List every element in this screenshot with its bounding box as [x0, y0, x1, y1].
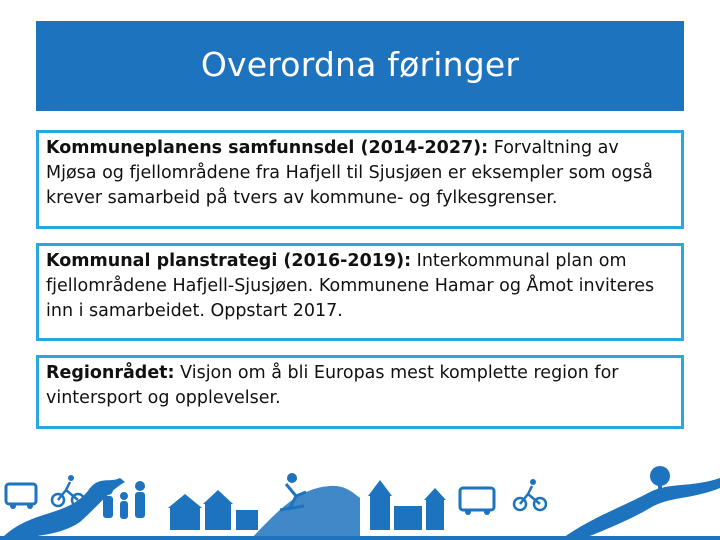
people-group-icon: [103, 481, 145, 519]
road-swoosh-right: [560, 478, 720, 540]
footer-illustration: [0, 448, 720, 540]
box-lead: Kommuneplanens samfunnsdel (2014-2027):: [46, 138, 489, 158]
box-text: Interkommunal plan om fjellområdene Hafjell-Sjusjøen. Kommunene Hamar og Åmot inviteres inn i samarbeidet. Oppstart 2017.: [46, 251, 655, 321]
slide-title: Overordna føringer: [200, 44, 520, 84]
box-text: Forvaltning av Mjøsa og fjellområdene fra Hafjell til Sjusjøen er eksempler som også krever samarbeid på tvers av kommune- og fylkesgrenser.: [46, 138, 653, 208]
text-box-planstrategi: [36, 243, 684, 341]
text-box-kommuneplan: [36, 130, 684, 229]
buildings-icon: [168, 490, 258, 530]
town-icon: [368, 480, 446, 530]
bus-icon: [6, 484, 36, 504]
bus-icon-right: [460, 488, 494, 510]
tree-icon: [650, 466, 670, 486]
text-box-regionradet: [36, 355, 684, 429]
skier-icon: [287, 473, 297, 483]
box-lead: Regionrådet:: [46, 363, 175, 383]
title-bar: [36, 21, 684, 111]
ground-line: [0, 536, 720, 540]
hill-shape: [250, 486, 360, 540]
box-text: Visjon om å bli Europas mest komplette region for vintersport og opplevelser.: [46, 363, 619, 408]
box-lead: Kommunal planstrategi (2016-2019):: [46, 251, 412, 271]
